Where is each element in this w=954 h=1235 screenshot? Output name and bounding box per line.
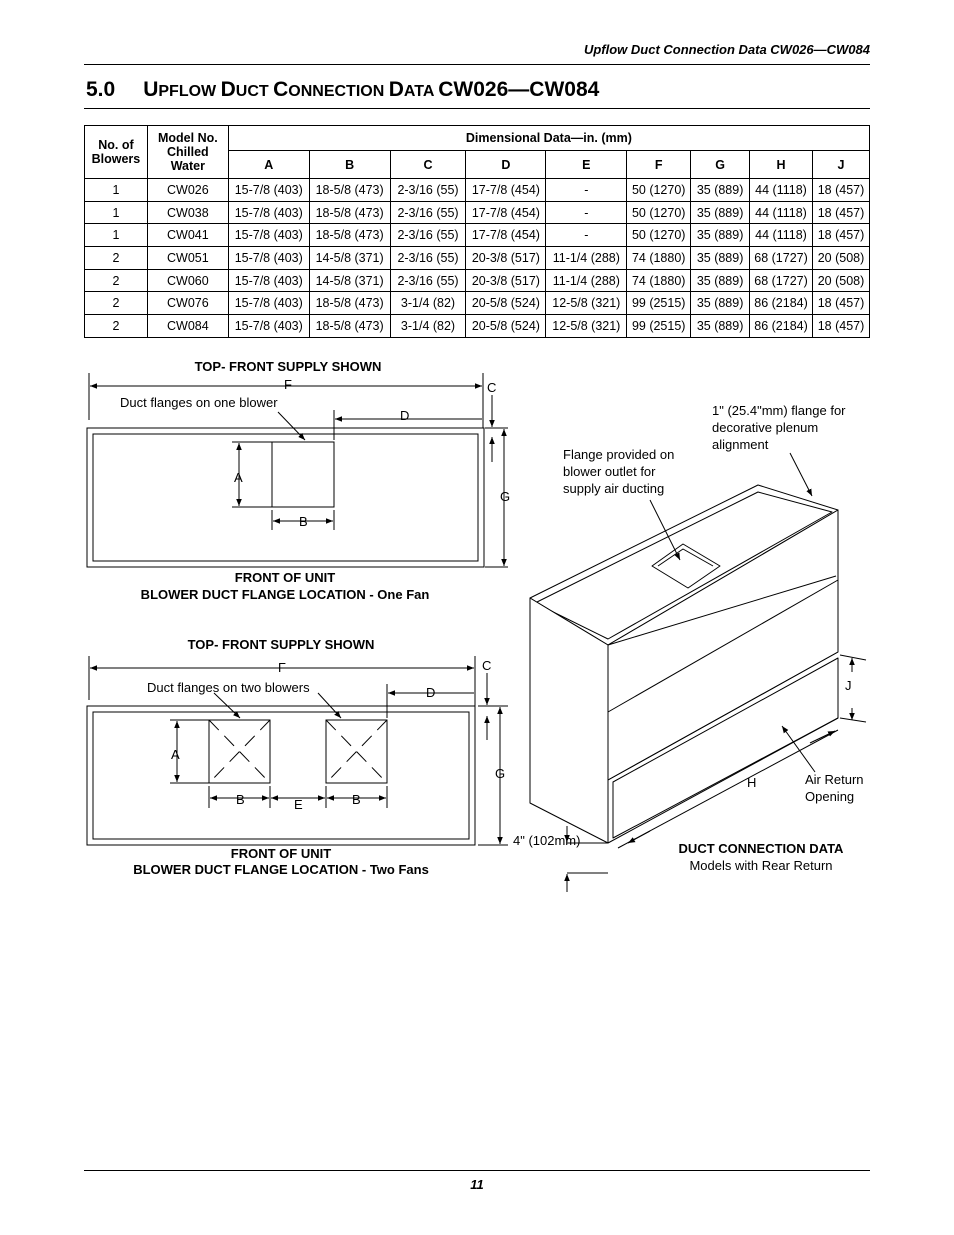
header-model: Model No. Chilled Water (147, 126, 228, 179)
table-cell: 35 (889) (691, 247, 750, 270)
iso-caption-1: DUCT CONNECTION DATA (678, 841, 844, 856)
title-cap: D (220, 78, 236, 101)
table-cell: 1 (85, 201, 148, 224)
table-cell: 15-7/8 (403) (228, 315, 309, 338)
table-cell: 18-5/8 (473) (309, 224, 390, 247)
table-cell: CW026 (147, 179, 228, 202)
one-fan-dim-B: B (299, 514, 308, 529)
table-cell: 68 (1727) (750, 269, 813, 292)
table-cell: 3-1/4 (82) (390, 315, 466, 338)
table-cell: 15-7/8 (403) (228, 269, 309, 292)
one-fan-caption-1: FRONT OF UNIT (234, 570, 336, 585)
table-cell: 18 (457) (812, 292, 869, 315)
title-cap: D (388, 78, 404, 101)
table-cell: 15-7/8 (403) (228, 292, 309, 315)
table-cell: CW060 (147, 269, 228, 292)
table-cell: 1 (85, 179, 148, 202)
table-cell: 17-7/8 (454) (466, 224, 546, 247)
one-fan-dim-C: C (487, 380, 497, 395)
table-cell: 2 (85, 315, 148, 338)
running-header: Upflow Duct Connection Data CW026—CW084 (583, 42, 870, 57)
section-number: 5.0 (86, 78, 116, 101)
table-cell: 20-5/8 (524) (466, 292, 546, 315)
table-cell: 14-5/8 (371) (309, 269, 390, 292)
table-cell: 35 (889) (691, 292, 750, 315)
table-cell: 74 (1880) (627, 269, 691, 292)
table-cell: 99 (2515) (627, 292, 691, 315)
table-cell: 50 (1270) (627, 201, 691, 224)
table-cell: 68 (1727) (750, 247, 813, 270)
two-fan-dim-G: G (495, 766, 506, 781)
table-cell: 11-1/4 (288) (546, 269, 627, 292)
table-cell: CW076 (147, 292, 228, 315)
header-dim-col: H (750, 151, 813, 179)
table-cell: 74 (1880) (627, 247, 691, 270)
one-fan-dim-G: G (500, 489, 511, 504)
table-cell: 50 (1270) (627, 224, 691, 247)
table-cell: - (546, 179, 627, 202)
table-cell: 20-3/8 (517) (466, 247, 546, 270)
title-cap: C (273, 78, 289, 101)
table-cell: 50 (1270) (627, 179, 691, 202)
blower-flange (272, 442, 334, 507)
one-fan-caption-2: BLOWER DUCT FLANGE LOCATION - One Fan (140, 587, 430, 602)
title-cap: U (143, 78, 159, 101)
table-cell: 18-5/8 (473) (309, 201, 390, 224)
one-fan-dim-A: A (234, 470, 243, 485)
header-dim-col: D (466, 151, 546, 179)
two-fan-dim-B-right: B (352, 792, 361, 807)
table-cell: 20-3/8 (517) (466, 269, 546, 292)
header-dim-col: C (390, 151, 466, 179)
two-fan-dim-C: C (482, 658, 492, 673)
table-cell: 44 (1118) (750, 179, 813, 202)
header-dim-col: G (691, 151, 750, 179)
table-cell: 86 (2184) (750, 315, 813, 338)
table-cell: 2-3/16 (55) (390, 201, 466, 224)
table-cell: 18-5/8 (473) (309, 179, 390, 202)
table-cell: 18-5/8 (473) (309, 315, 390, 338)
table-cell: 35 (889) (691, 179, 750, 202)
isometric-unit (530, 453, 866, 892)
table-cell: 2 (85, 269, 148, 292)
air-return-note: Air Return Opening (805, 772, 864, 804)
one-fan-dim-D: D (400, 408, 410, 423)
header-dim-col: F (627, 151, 691, 179)
table-cell: 35 (889) (691, 269, 750, 292)
two-fan-note: Duct flanges on two blowers (147, 680, 310, 695)
iso-caption-2: Models with Rear Return (689, 858, 833, 873)
table-cell: 35 (889) (691, 201, 750, 224)
footer-rule (84, 1170, 870, 1171)
header-dim-col: J (812, 151, 869, 179)
table-cell: 18 (457) (812, 201, 869, 224)
title-small: ATA (403, 83, 439, 100)
header-dim-col: A (228, 151, 309, 179)
two-fan-caption-1: FRONT OF UNIT (230, 846, 332, 861)
table-cell: 18 (457) (812, 224, 869, 247)
two-fan-dim-B-left: B (236, 792, 245, 807)
one-fan-note: Duct flanges on one blower (120, 395, 278, 410)
two-fan-dim-F: F (278, 660, 286, 675)
table-cell: 2-3/16 (55) (390, 269, 466, 292)
offset-label: 4" (102mm) (513, 833, 581, 848)
table-cell: 2 (85, 292, 148, 315)
table-cell: 15-7/8 (403) (228, 247, 309, 270)
table-cell: 44 (1118) (750, 201, 813, 224)
table-cell: 17-7/8 (454) (466, 179, 546, 202)
table-cell: 86 (2184) (750, 292, 813, 315)
table-cell: CW041 (147, 224, 228, 247)
table-cell: 20 (508) (812, 247, 869, 270)
iso-dim-J: J (845, 678, 852, 693)
table-cell: 35 (889) (691, 224, 750, 247)
two-fan-dim-A: A (171, 747, 180, 762)
table-cell: 20 (508) (812, 269, 869, 292)
title-small: ONNECTION (288, 83, 389, 100)
title-small: PFLOW (158, 83, 221, 100)
table-cell: 2-3/16 (55) (390, 247, 466, 270)
table-cell: 11-1/4 (288) (546, 247, 627, 270)
outlet-flange-note: Flange provided on blower outlet for supply air ducting (563, 447, 675, 496)
table-cell: 2-3/16 (55) (390, 179, 466, 202)
header-blowers: No. of Blowers (85, 126, 148, 179)
table-cell: CW051 (147, 247, 228, 270)
table-cell: 18 (457) (812, 315, 869, 338)
table-cell: 99 (2515) (627, 315, 691, 338)
one-fan-top-label: TOP- FRONT SUPPLY SHOWN (194, 359, 382, 374)
table-cell: 15-7/8 (403) (228, 179, 309, 202)
two-fan-top-label: TOP- FRONT SUPPLY SHOWN (187, 637, 375, 652)
two-fan-caption-2: BLOWER DUCT FLANGE LOCATION - Two Fans (133, 862, 429, 877)
table-cell: 2-3/16 (55) (390, 224, 466, 247)
table-cell: 17-7/8 (454) (466, 201, 546, 224)
table-cell: - (546, 224, 627, 247)
table-cell: 1 (85, 224, 148, 247)
header-dim-col: B (309, 151, 390, 179)
header-dim-col: E (546, 151, 627, 179)
table-cell: 15-7/8 (403) (228, 201, 309, 224)
two-fan-dim-E: E (294, 797, 303, 812)
title-small: UCT (235, 83, 274, 100)
table-cell: 35 (889) (691, 315, 750, 338)
two-fan-dim-D: D (426, 685, 436, 700)
table-cell: 18 (457) (812, 179, 869, 202)
table-cell: 44 (1118) (750, 224, 813, 247)
table-cell: CW038 (147, 201, 228, 224)
decorative-flange-note: 1" (25.4"mm) flange for decorative plenum alignment (712, 403, 846, 452)
table-cell: CW084 (147, 315, 228, 338)
page-number: 11 (470, 1177, 484, 1192)
table-cell: 15-7/8 (403) (228, 224, 309, 247)
table-cell: 12-5/8 (321) (546, 315, 627, 338)
table-cell: 18-5/8 (473) (309, 292, 390, 315)
table-cell: - (546, 201, 627, 224)
table-cell: 3-1/4 (82) (390, 292, 466, 315)
iso-dim-H: H (747, 775, 757, 790)
table-cell: 20-5/8 (524) (466, 315, 546, 338)
table-cell: 12-5/8 (321) (546, 292, 627, 315)
header-dimensional-data: Dimensional Data—in. (mm) (228, 126, 869, 151)
table-cell: 2 (85, 247, 148, 270)
title-suffix: CW026—CW084 (438, 78, 600, 101)
one-fan-dim-F: F (284, 377, 292, 392)
table-cell: 14-5/8 (371) (309, 247, 390, 270)
